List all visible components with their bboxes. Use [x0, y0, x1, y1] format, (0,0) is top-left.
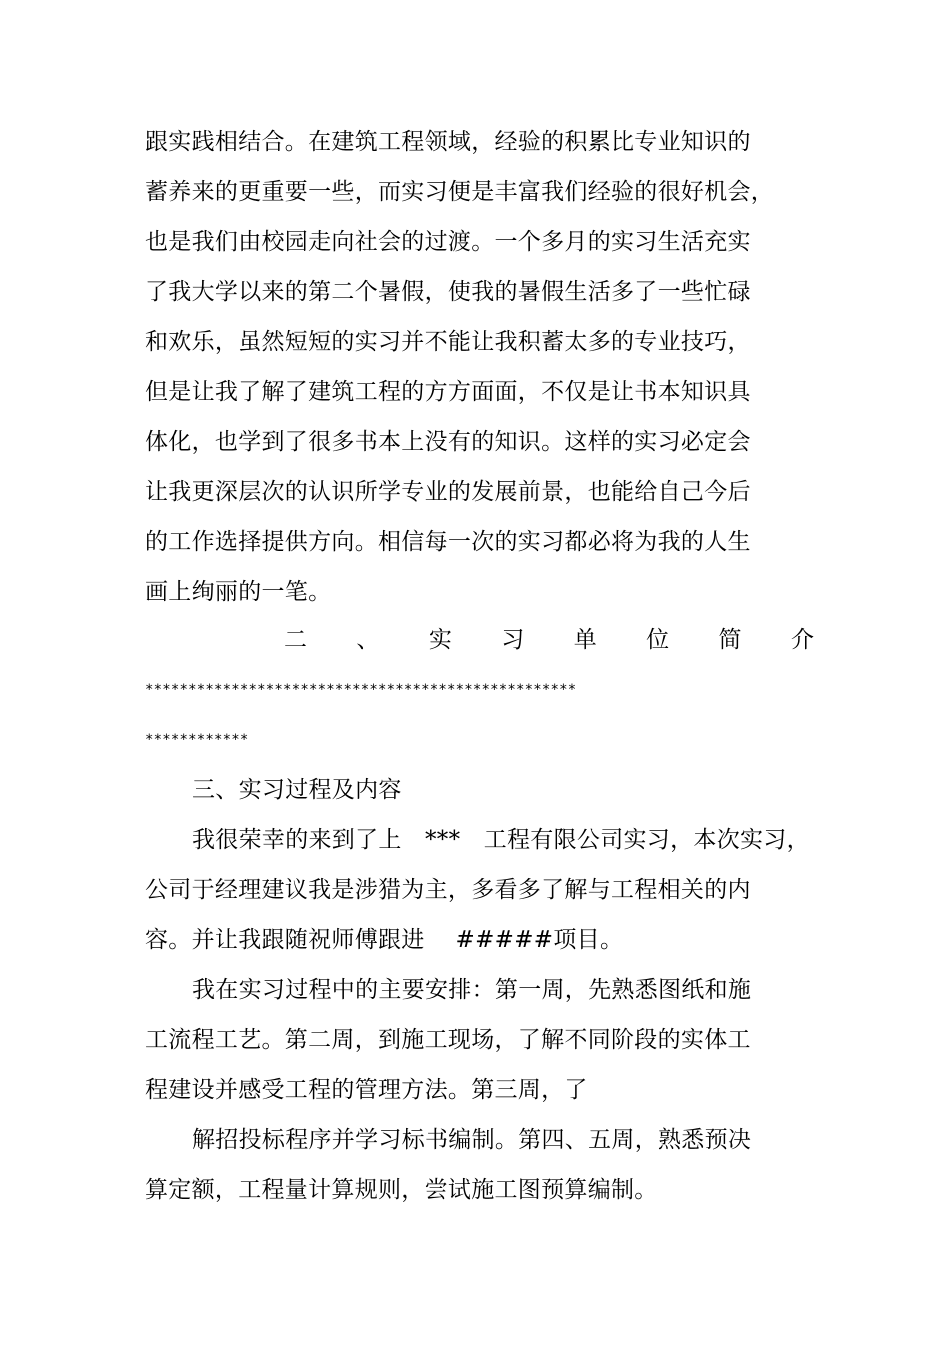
text-line: 容。并让我跟随祝师傅跟进 #####项目。 — [145, 927, 624, 953]
text-line: 跟实践相结合。在建筑工程领域，经验的积累比专业知识的 — [145, 129, 751, 155]
placeholder-stars: ************ — [145, 732, 249, 748]
section-heading-3: 三、实习过程及内容 — [192, 777, 402, 803]
text-line: 我很荣幸的来到了上 *** 工程有限公司实习，本次实习， — [192, 827, 810, 853]
heading-char: 位 — [646, 627, 670, 653]
heading-char: 二 — [284, 627, 307, 653]
text-line: 工流程工艺。第二周，到施工现场，了解不同阶段的实体工 — [145, 1027, 751, 1053]
section-heading-2 — [284, 625, 814, 655]
heading-char: 单 — [573, 627, 597, 653]
text-line: 画上绚丽的一笔。 — [145, 579, 332, 605]
text-line: 但是让我了解了建筑工程的方方面面，不仅是让书本知识具 — [145, 379, 751, 405]
text-line: 了我大学以来的第二个暑假，使我的暑假生活多了一些忙碌 — [145, 279, 751, 305]
heading-char: 实 — [428, 627, 452, 653]
text-line: 程建设并感受工程的管理方法。第三周，了 — [145, 1077, 588, 1103]
heading-char: 习 — [501, 627, 525, 653]
text-line: 和欢乐，虽然短短的实习并不能让我积蓄太多的专业技巧， — [145, 329, 751, 355]
text-line: 也是我们由校园走向社会的过渡。一个多月的实习生活充实 — [145, 229, 751, 255]
text-line: 蓄养来的更重要一些，而实习便是丰富我们经验的很好机会， — [145, 179, 775, 205]
placeholder-stars: ************************************************** — [145, 682, 577, 698]
text-line: 的工作选择提供方向。相信每一次的实习都必将为我的人生 — [145, 529, 751, 555]
heading-char: 、 — [356, 627, 380, 653]
text-line: 公司于经理建议我是涉猎为主，多看多了解与工程相关的内 — [145, 877, 751, 903]
text-line: 算定额，工程量计算规则，尝试施工图预算编制。 — [145, 1177, 658, 1203]
heading-char: 简 — [718, 627, 742, 653]
text-line: 我在实习过程中的主要安排：第一周，先熟悉图纸和施 — [192, 977, 752, 1003]
text-line: 体化，也学到了很多书本上没有的知识。这样的实习必定会 — [145, 429, 751, 455]
text-line: 让我更深层次的认识所学专业的发展前景，也能给自己今后 — [145, 479, 751, 505]
heading-char: 介 — [790, 627, 814, 653]
text-line: 解招投标程序并学习标书编制。第四、五周，熟悉预决 — [192, 1127, 752, 1153]
